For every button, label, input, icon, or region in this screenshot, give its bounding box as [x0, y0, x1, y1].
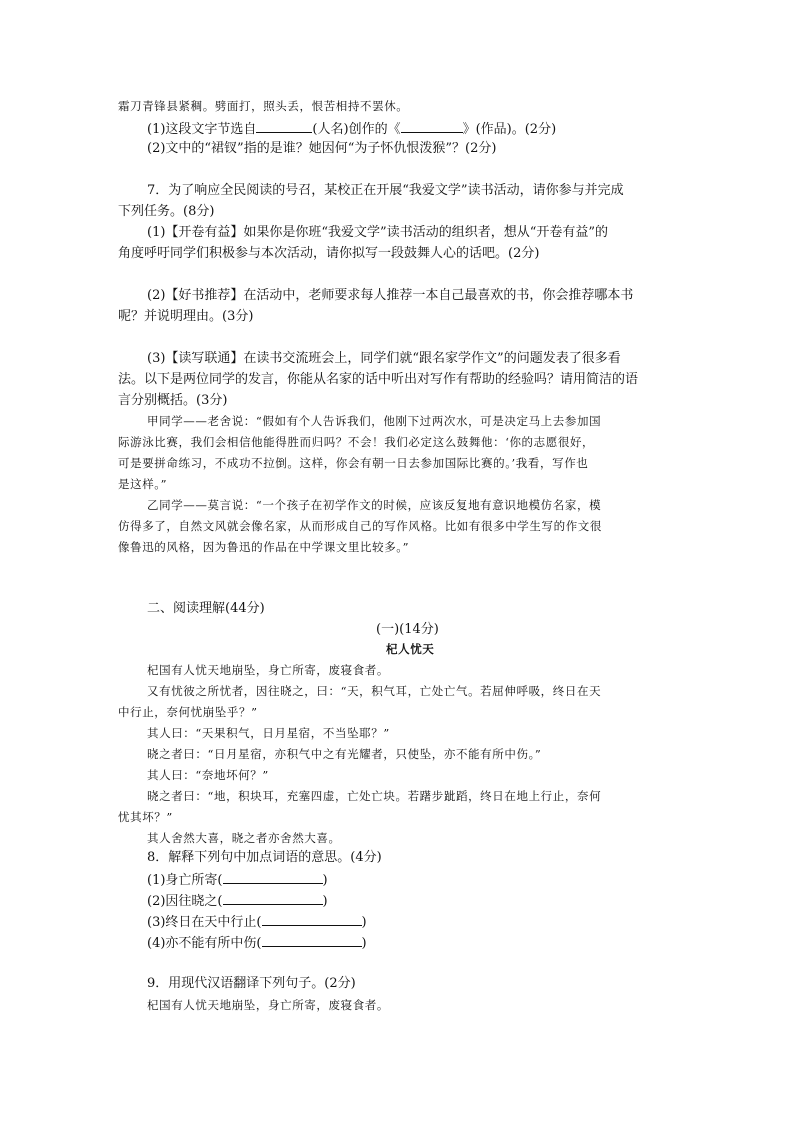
passage-title: 杞人忧天	[386, 642, 435, 656]
question-6-1	[147, 120, 556, 138]
q8-2-text: (2)因往晓之(	[147, 894, 223, 909]
student-a-line-2: 际游泳比赛，我们会相信他能得胜而归吗？不会！我们必定这么鼓舞他：‘你的志愿很好，	[118, 435, 595, 449]
q8-1-blank[interactable]	[223, 871, 323, 884]
section-2-heading: 二、阅读理解(44分)	[147, 601, 265, 616]
student-a-line-1: 甲同学——老舍说：“假如有个人告诉我们，他刚下过两次水，可是决定马上去参加国	[147, 414, 602, 428]
question-9: 9．用现代汉语翻译下列句子。(2分)	[147, 976, 356, 991]
q8-1-close: )	[322, 873, 328, 888]
student-a-line-3: 可是要拼命练习，不成功不拉倒。这样，你会有朝一日去参加国际比赛的。’我看，写作也	[118, 456, 589, 470]
question-7-2-line-2: 呢？并说明理由。(3分)	[118, 309, 254, 324]
author-blank[interactable]	[256, 120, 312, 133]
question-9-sentence: 杞国有人忧天地崩坠，身亡所寄，废寝食者。	[147, 998, 389, 1012]
passage-para-7: 其人舍然大喜，晓之者亦舍然大喜。	[147, 831, 341, 845]
question-8-2	[147, 892, 328, 910]
passage-para-2-line-1: 又有忧彼之所忧者，因往晓之，曰：“天，积气耳，亡处亡气。若屈伸呼吸，终日在天	[147, 684, 602, 698]
passage-para-4: 晓之者曰：“日月星宿，亦积气中之有光耀者，只使坠，亦不能有所中伤。”	[147, 747, 542, 761]
question-6-2: (2)文中的“裙钗”指的是谁？她因何“为子怀仇恨泼猴”？(2分)	[147, 141, 497, 156]
question-7-line-1: 7．为了响应全民阅读的号召，某校正在开展“我爱文学”读书活动，请你参与并完成	[147, 183, 624, 198]
q8-1-text: (1)身亡所寄(	[147, 873, 223, 888]
question-7-1-line-1: (1)【开卷有益】如果你是你班“我爱文学”读书活动的组织者，想从“开卷有益”的	[147, 225, 608, 240]
question-7-line-2: 下列任务。(8分)	[118, 204, 215, 219]
passage-para-1: 杞国有人忧天地崩坠，身亡所寄，废寝食者。	[147, 663, 389, 677]
part-1-heading: (一)(14分)	[376, 622, 439, 637]
passage-para-3: 其人曰：“天果积气，日月星宿，不当坠耶？”	[147, 726, 390, 740]
student-b-line-1: 乙同学——莫言说：“一个孩子在初学作文的时候，应该反复地有意识地模仿名家，模	[147, 498, 602, 512]
q8-2-blank[interactable]	[223, 892, 323, 905]
q6-1-middle: (人名)创作的《	[312, 122, 401, 137]
student-b-line-3: 像鲁迅的风格，因为鲁迅的作品在中学课文里比较多。”	[118, 540, 410, 554]
student-b-line-2: 仿得多了，自然文风就会像名家，从而形成自己的写作风格。比如有很多中学生写的作文很	[118, 519, 602, 533]
question-8-3	[147, 913, 367, 931]
q8-3-blank[interactable]	[262, 913, 362, 926]
passage-para-2-line-2: 中行止，奈何忧崩坠乎？”	[118, 705, 258, 719]
q8-3-close: )	[361, 915, 367, 930]
passage-line-1: 霜刀青锋县紧稠。劈面打，照头丢，恨苦相持不罢休。	[118, 99, 409, 113]
question-7-1-line-2: 角度呼吁同学们积极参与本次活动，请你拟写一段鼓舞人心的话吧。(2分)	[118, 246, 540, 261]
q8-4-text: (4)亦不能有所中伤(	[147, 936, 262, 951]
student-a-line-4: 是这样。”	[118, 477, 168, 491]
q8-4-blank[interactable]	[262, 934, 362, 947]
passage-para-6-line-1: 晓之者曰：“地，积块耳，充塞四虚，亡处亡块。若躇步跐蹈，终日在地上行止，奈何	[147, 789, 602, 803]
question-7-3-line-1: (3)【读写联通】在读书交流班会上，同学们就“跟名家学作文”的问题发表了很多看	[147, 351, 621, 366]
work-blank[interactable]	[401, 120, 463, 133]
q8-3-text: (3)终日在天中行止(	[147, 915, 262, 930]
question-7-2-line-1: (2)【好书推荐】在活动中，老师要求每人推荐一本自己最喜欢的书，你会推荐哪本书	[147, 288, 634, 303]
q6-1-suffix: 》(作品)。(2分)	[462, 122, 557, 137]
q8-2-close: )	[322, 894, 328, 909]
question-8-4	[147, 934, 367, 952]
question-7-3-line-2: 法。以下是两位同学的发言，你能从名家的话中听出对写作有帮助的经验吗？请用简洁的语	[118, 372, 639, 387]
passage-para-6-line-2: 忧其坏？”	[118, 810, 173, 824]
question-7-3-line-3: 言分别概括。(3分)	[118, 393, 228, 408]
q6-1-prefix: (1)这段文字节选自	[147, 122, 257, 137]
q8-4-close: )	[361, 936, 367, 951]
passage-para-5: 其人曰：“奈地坏何？”	[147, 768, 269, 782]
question-8-1	[147, 871, 328, 889]
question-8: 8．解释下列句中加点词语的意思。(4分)	[147, 850, 382, 865]
